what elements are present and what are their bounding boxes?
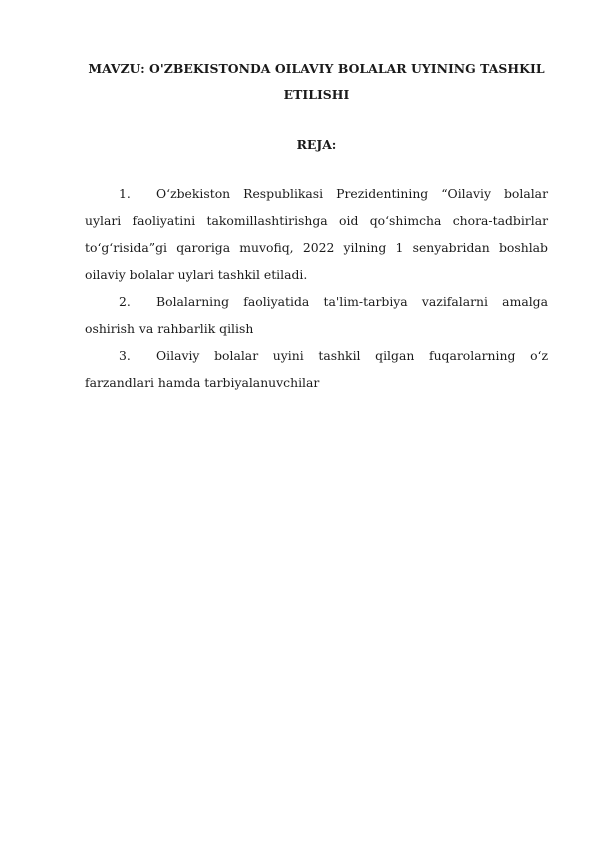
document-page: [85, 56, 548, 396]
plan-item-2: [85, 288, 548, 342]
plan-item-text: O‘zbekiston Respublikasi Prezidentining “Oilaviy bolalar uylari faoliyatini takomillashtirishga oid qo‘shimcha chora-tadbirlar to‘g‘risida”gi qaroriga muvofiq, 2022 yilning 1 senyabridan boshlab oilaviy bolalar uylari tashkil etiladi.: [85, 186, 548, 282]
plan-item-text: Oilaviy bolalar uyini tashkil qilgan fuqarolarning o‘z farzandlari hamda tarbiyalanuvchilar: [85, 348, 548, 390]
title-line-2: ETILISHI: [283, 87, 350, 102]
plan-heading: REJA:: [296, 137, 337, 152]
plan-item-text: Bolalarning faoliyatida ta'lim-tarbiya vazifalarni amalga oshirish va rahbarlik qilish: [85, 294, 548, 336]
plan-item-number: 1.: [119, 186, 131, 201]
plan-list: [85, 180, 548, 396]
plan-item-1: [85, 180, 548, 288]
plan-item-3: [85, 342, 548, 396]
title-line-1: MAVZU: O'ZBEKISTONDA OILAVIY BOLALAR UYINING TASHKIL: [88, 61, 545, 76]
plan-item-number: 3.: [119, 348, 131, 363]
plan-item-number: 2.: [119, 294, 131, 309]
document-title: [85, 56, 548, 108]
